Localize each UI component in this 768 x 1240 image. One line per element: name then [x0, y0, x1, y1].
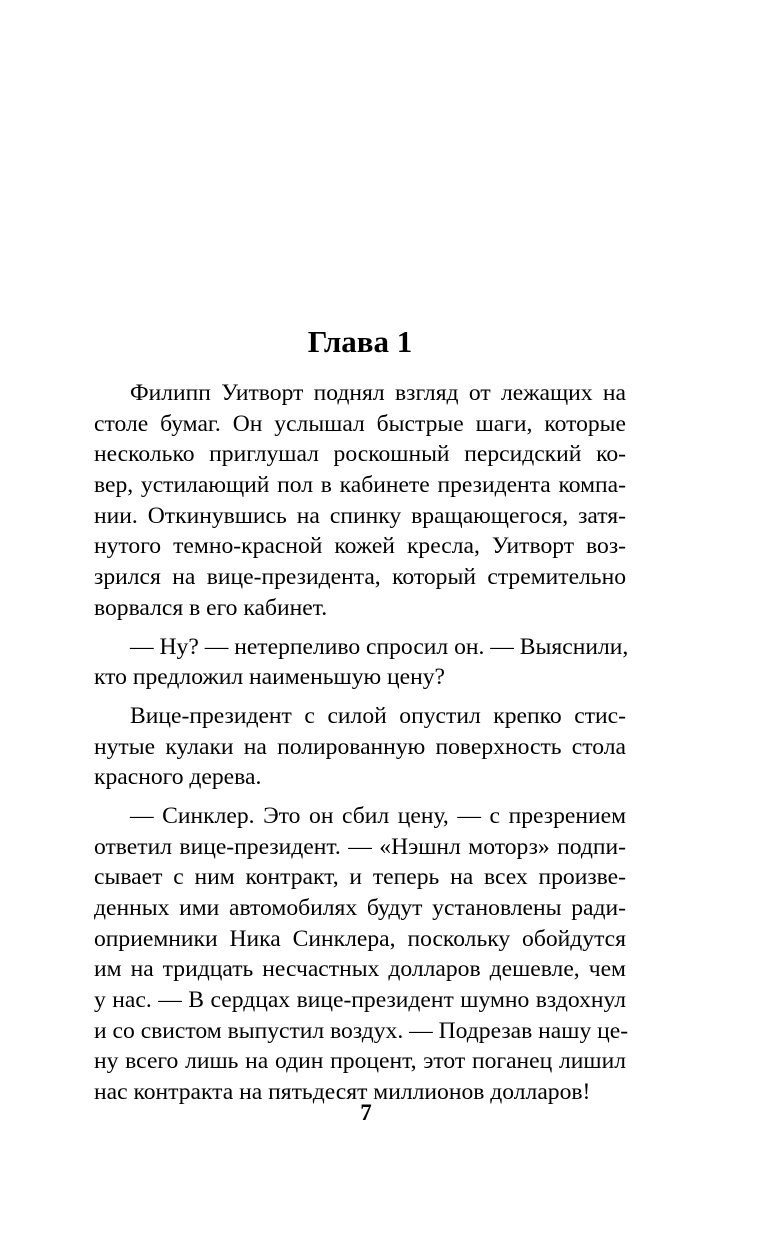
text-line: у нас. — В сердцах вице-президент шумно вздохнул	[94, 987, 626, 1014]
text-line: ответил вице-президент. — «Нэшнл моторз» подпи-	[94, 833, 626, 860]
text-line: и со свистом выпустил воздух. — Подрезав нашу це-	[94, 1017, 629, 1044]
text-line: нутые кулаки на полированную поверхность стола	[94, 733, 626, 760]
text-line: оприемники Ника Синклера, поскольку обойдутся	[94, 925, 626, 952]
text-line: денных ими автомобилях будут установлены ради-	[94, 895, 626, 921]
text-line: несколько приглушал роскошный персидский ко-	[94, 441, 626, 468]
text-line: Вице-президент с силой опустил крепко стис-	[130, 702, 626, 729]
body-text	[94, 378, 629, 1116]
text-line: зрился на вице-президента, который стремительно	[94, 564, 626, 591]
text-line: — Синклер. Это он сбил цену, — с презрением	[130, 802, 626, 829]
paragraph-3	[94, 701, 626, 793]
text-line: нии. Откинувшись на спинку вращающегося, затя-	[94, 502, 626, 529]
text-line: ворвался в его кабинет.	[94, 594, 328, 621]
paragraph-1	[94, 378, 626, 624]
text-line: сывает с ним контракт, и теперь на всех произве-	[94, 864, 626, 891]
text-line: вер, устилающий пол в кабинете президента компа-	[94, 472, 626, 499]
text-line: — Ну? — нетерпеливо спросил он. — Выяснили,	[130, 633, 629, 660]
text-line: ну всего лишь на один процент, этот поганец лишил	[94, 1048, 626, 1075]
text-line: нас контракта на пятьдесят миллионов долларов!	[94, 1079, 591, 1106]
text-line: Филипп Уитворт поднял взгляд от лежащих на	[130, 380, 626, 406]
page-number: 7	[360, 1100, 372, 1125]
text-line: нутого темно-красной кожей кресла, Уитворт воз-	[94, 533, 626, 560]
paragraph-2	[94, 632, 629, 693]
text-line: им на тридцать несчастных долларов дешевле, чем	[94, 956, 626, 983]
text-line: кто предложил наименьшую цену?	[94, 664, 446, 691]
text-line: столе бумаг. Он услышал быстрые шаги, которые	[94, 410, 626, 437]
text-line: красного дерева.	[94, 764, 262, 791]
paragraph-4	[94, 801, 629, 1108]
chapter-title: Глава 1	[307, 324, 413, 359]
